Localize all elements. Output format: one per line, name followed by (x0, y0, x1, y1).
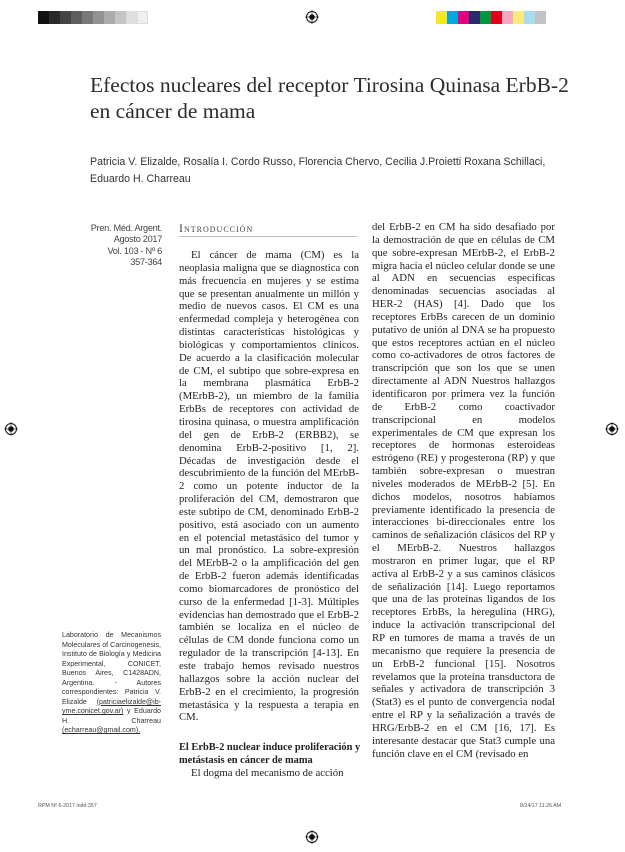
body-column-right (372, 221, 555, 760)
registration-mark-icon (4, 422, 18, 436)
file-slug: RPM Nº 6-2017.indd 357 (38, 803, 97, 809)
color-swatch (436, 11, 447, 24)
author-list: Patricia V. Elizalde, Rosalía I. Cordo Russo, Florencia Chervo, Cecilia J.Proietti Roxana Schillaci, Eduardo H. Charreau (90, 156, 546, 185)
section-heading: Introducción (179, 221, 254, 235)
journal-date: Agosto 2017 (113, 234, 162, 245)
color-calibration-bar (436, 11, 546, 24)
body-paragraph: del ErbB-2 en CM ha sido desafiado por la demostración de que en células de CM que sobre-expresan MErbB-2, el ErbB-2 migra hacia el núcleo celular donde se une al ADN en secuencias específicas denominadas secuencias asociadas al HER-2 (HAS) [4]. Dado que los receptores ErbBs carecen de un dominio putativo de unión al DNA se ha propuesto que estos receptores actúan en el núcleo como co-activadores de otros factores de transcripción que son los que se unen directamente al ADN Nuestros hallazgos identificaron por primera vez la función de ErbB-2 como coactivador transcripcional en modelos experimentales de CM que expresan los receptores de hormonas esteroideas estrógeno (RE) y progesterona (RP) y que también sobre-expresan o muestran niveles moderados de MErbB-2 [5]. En dichos modelos, nosotros habíamos previamente identificado la presencia de interacciones bi-direccionales entre los caminos de señalización clásicos del RP y el MErbB-2. Nuestros hallazgos mostraron en primer lugar, que el RP activa al ErbB-2 y a sus caminos clásicos de señalización [14]. Luego reportamos que una de las proteínas ligandos de los receptores ErbBs, la heregulina (HRG), induce la activación transcripcional del RP en tumores de mama a través de un mecanismo que requiere la presencia de un ErbB-2 funcional [15]. Nosotros revelamos que la proteína transductora de señales y activadora de transcripción 3 (Stat3) es el punto de convergencia nodal entre el RP y la señalización a través de HRG/ErbB-2 en el CM [16, 17]. Es interesante destacar que Stat3 cumple una función clave en el CM (revisado en (372, 221, 555, 760)
color-swatch (469, 11, 480, 24)
gray-swatch (115, 11, 126, 24)
color-swatch (535, 11, 546, 24)
journal-volume: Vol. 103 - Nº 6 (107, 245, 162, 256)
affiliation-text: Laboratorio de Mecanismos Moleculares of Carcinogenesis, Instituto de Biología y Medicina Experimental, CONICET, Buenos Aires, C1428ADN, Argentina. - Autores correspondientes: Patricia V. Elizalde (62, 631, 161, 706)
registration-mark-icon (305, 10, 319, 24)
email-link[interactable]: (patriciaelizalde@ib-yme.conicet.gov.ar) (62, 697, 161, 716)
gray-swatch (71, 11, 82, 24)
journal-pages: 357-364 (130, 257, 162, 268)
color-swatch (458, 11, 469, 24)
body-column-left (179, 249, 359, 724)
print-timestamp: 8/24/17 11:26 AM (520, 803, 562, 809)
body-paragraph: El dogma del mecanismo de acción (191, 767, 344, 779)
gray-swatch (104, 11, 115, 24)
color-swatch (491, 11, 502, 24)
color-swatch (480, 11, 491, 24)
affiliation-connector: y Eduardo H. Charreau (62, 707, 161, 725)
body-column-left-continued (179, 767, 359, 780)
section-divider (179, 236, 357, 237)
gray-swatch (38, 11, 49, 24)
gray-swatch (137, 11, 148, 24)
gray-swatch (93, 11, 104, 24)
color-swatch (513, 11, 524, 24)
color-swatch (447, 11, 458, 24)
gray-swatch (49, 11, 60, 24)
email-link[interactable]: (echarreau@gmail.com). (62, 726, 141, 735)
body-paragraph: El cáncer de mama (CM) es la neoplasia maligna que se diagnostica con más frecuencia en mujeres y se estima que se presentan anualmente un millón y medio de nuevos casos. El CM es una enfermedad compleja y heterogénea con distintas características histológicas y biológicas y comportamientos clínicos. De acuerdo a la clasificación molecular de CM, el subtipo que sobre-expresa en la membrana plasmática ErbB-2 (MErbB-2), un miembro de la familia ErbBs de receptores con actividad de tirosina quinasa, o muestra amplificación del gen de ErbB-2 (ERBB2), se denomina ErbB-2-positivo [1, 2]. Décadas de investigación desde el descubrimiento de la función del MErbB-2 como un potente inductor de la proliferación del CM, demostraron que este subtipo de CM, denominado ErbB-2 positivo, está asociado con un aumento en el potencial metastásico del tumor y un mal pronóstico. La sobre-expresión del MErbB-2 o la amplificación del gen de ErbB-2 fueron además identificadas como biomarcadores de pronóstico del curso de la enfermedad [1-3]. Múltiples evidencias han demostrado que el ErbB-2 también se localiza en el núcleo de células de CM donde funciona como un regulador de la transcripción [4-13]. En este trabajo hemos revisado nuestros hallazgos sobre la acción nuclear del ErbB-2 en el crecimiento, la progresión metastásica y la respuesta a terapia en CM. (179, 249, 359, 724)
registration-mark-icon (605, 422, 619, 436)
journal-name: Pren. Méd. Argent. (90, 223, 162, 233)
color-swatch (524, 11, 535, 24)
gray-swatch (126, 11, 137, 24)
subsection-heading: El ErbB-2 nuclear induce proliferación y metástasis en cáncer de mama (179, 742, 361, 766)
journal-citation (62, 223, 162, 269)
color-swatch (502, 11, 513, 24)
registration-mark-icon (305, 830, 319, 844)
gray-swatch (60, 11, 71, 24)
article-title: Efectos nucleares del receptor Tirosina Quinasa ErbB-2 en cáncer de mama (90, 73, 569, 123)
gray-swatch (82, 11, 93, 24)
author-affiliation (62, 631, 161, 736)
grayscale-calibration-bar (38, 11, 148, 24)
